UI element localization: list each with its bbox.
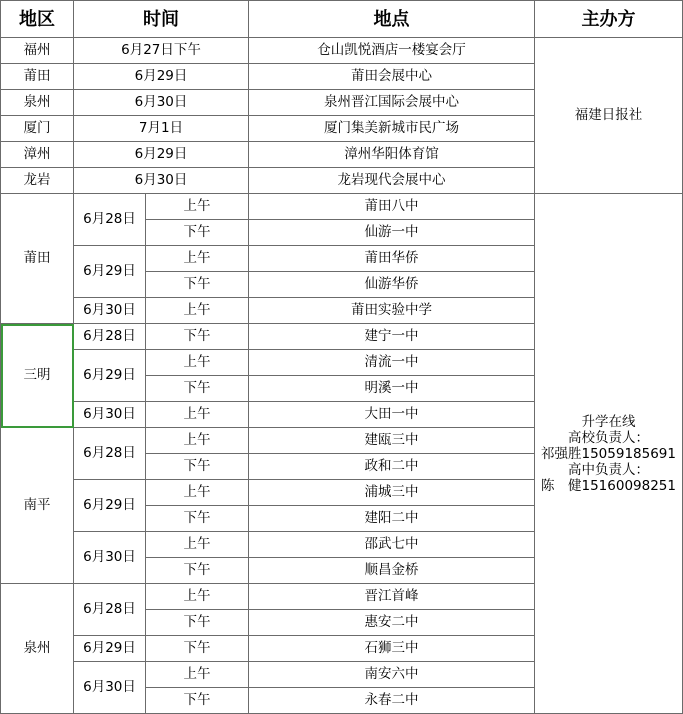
date-cell[interactable]: 6月30日 [74,90,249,116]
location-cell[interactable]: 石狮三中 [249,636,535,662]
location-cell[interactable]: 惠安二中 [249,610,535,636]
table-body [1,38,683,714]
period-cell[interactable]: 上午 [146,532,249,558]
period-cell[interactable]: 下午 [146,454,249,480]
region-cell-selected[interactable]: 三明 [1,324,74,428]
header-location[interactable]: 地点 [249,1,535,38]
location-cell[interactable]: 仓山凯悦酒店一楼宴会厅 [249,38,535,64]
period-cell[interactable]: 上午 [146,428,249,454]
location-cell[interactable]: 龙岩现代会展中心 [249,168,535,194]
date-cell[interactable]: 6月27日下午 [74,38,249,64]
period-cell[interactable]: 下午 [146,324,249,350]
date-cell[interactable]: 6月29日 [74,350,146,402]
period-cell[interactable]: 上午 [146,584,249,610]
header-time[interactable]: 时间 [74,1,249,38]
location-cell[interactable]: 莆田八中 [249,194,535,220]
period-cell[interactable]: 上午 [146,480,249,506]
period-cell[interactable]: 上午 [146,402,249,428]
location-cell[interactable]: 大田一中 [249,402,535,428]
location-cell[interactable]: 清流一中 [249,350,535,376]
header-region[interactable]: 地区 [1,1,74,38]
period-cell[interactable]: 上午 [146,662,249,688]
location-cell[interactable]: 建阳二中 [249,506,535,532]
organizer-name: 升学在线 [581,413,636,430]
location-cell[interactable]: 南安六中 [249,662,535,688]
region-cell[interactable]: 厦门 [1,116,74,142]
college-contact: 祁强胜15059185691 [541,445,676,462]
location-cell[interactable]: 莆田实验中学 [249,298,535,324]
header-row [1,1,683,38]
date-cell[interactable]: 6月28日 [74,324,146,350]
highschool-contact: 陈 健15160098251 [541,477,676,494]
location-cell[interactable]: 仙游一中 [249,220,535,246]
location-cell[interactable]: 仙游华侨 [249,272,535,298]
date-cell[interactable]: 6月28日 [74,428,146,480]
region-cell[interactable]: 福州 [1,38,74,64]
location-cell[interactable]: 建宁一中 [249,324,535,350]
location-cell[interactable]: 漳州华阳体育馆 [249,142,535,168]
region-cell[interactable]: 莆田 [1,64,74,90]
date-cell[interactable]: 6月29日 [74,64,249,90]
location-cell[interactable]: 建瓯三中 [249,428,535,454]
period-cell[interactable]: 上午 [146,350,249,376]
school-organizer-cell[interactable] [535,194,683,714]
location-cell[interactable]: 顺昌金桥 [249,558,535,584]
date-cell[interactable]: 6月30日 [74,402,146,428]
city-event-row [1,38,683,64]
period-cell[interactable]: 下午 [146,558,249,584]
period-cell[interactable]: 下午 [146,610,249,636]
date-cell[interactable]: 6月28日 [74,194,146,246]
location-cell[interactable]: 永春二中 [249,688,535,714]
location-cell[interactable]: 政和二中 [249,454,535,480]
date-cell[interactable]: 6月30日 [74,168,249,194]
date-cell[interactable]: 6月29日 [74,480,146,532]
location-cell[interactable]: 明溪一中 [249,376,535,402]
region-cell[interactable]: 莆田 [1,194,74,324]
region-cell[interactable]: 漳州 [1,142,74,168]
period-cell[interactable]: 上午 [146,246,249,272]
date-cell[interactable]: 6月29日 [74,142,249,168]
period-cell[interactable]: 下午 [146,272,249,298]
period-cell[interactable]: 上午 [146,194,249,220]
location-cell[interactable]: 浦城三中 [249,480,535,506]
date-cell[interactable]: 6月28日 [74,584,146,636]
school-event-row [1,194,683,220]
location-cell[interactable]: 邵武七中 [249,532,535,558]
date-cell[interactable]: 7月1日 [74,116,249,142]
period-cell[interactable]: 下午 [146,220,249,246]
header-organizer[interactable]: 主办方 [535,1,683,38]
date-cell[interactable]: 6月29日 [74,246,146,298]
location-cell[interactable]: 莆田会展中心 [249,64,535,90]
date-cell[interactable]: 6月29日 [74,636,146,662]
period-cell[interactable]: 下午 [146,688,249,714]
college-contact-label: 高校负责人： [568,429,649,446]
region-cell[interactable]: 龙岩 [1,168,74,194]
date-cell[interactable]: 6月30日 [74,662,146,714]
date-cell[interactable]: 6月30日 [74,298,146,324]
region-cell[interactable]: 泉州 [1,584,74,714]
period-cell[interactable]: 上午 [146,298,249,324]
region-cell[interactable]: 泉州 [1,90,74,116]
highschool-contact-label: 高中负责人： [568,461,649,478]
location-cell[interactable]: 莆田华侨 [249,246,535,272]
location-cell[interactable]: 晋江首峰 [249,584,535,610]
location-cell[interactable]: 泉州晋江国际会展中心 [249,90,535,116]
date-cell[interactable]: 6月30日 [74,532,146,584]
period-cell[interactable]: 下午 [146,376,249,402]
period-cell[interactable]: 下午 [146,636,249,662]
location-cell[interactable]: 厦门集美新城市民广场 [249,116,535,142]
region-cell[interactable]: 南平 [1,428,74,584]
period-cell[interactable]: 下午 [146,506,249,532]
organizer-cell[interactable]: 福建日报社 [535,38,683,194]
